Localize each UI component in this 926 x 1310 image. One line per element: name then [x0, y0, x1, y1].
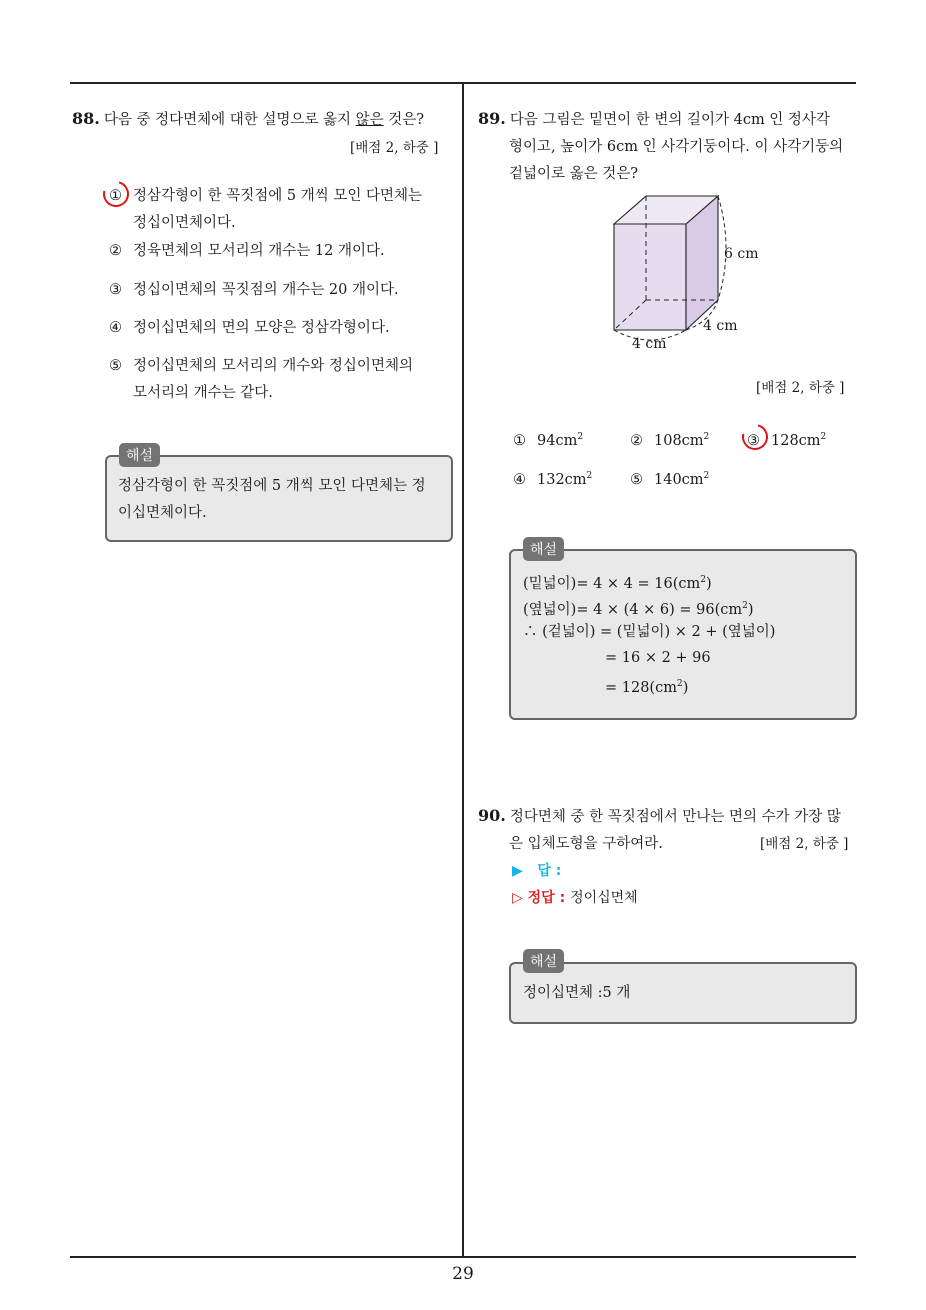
play-icon: ▶	[512, 863, 523, 879]
option-text: 정육면체의 모서리의 개수는 12 개이다.	[133, 243, 385, 259]
option-mark: ④	[513, 471, 526, 488]
option-text: 128cm	[771, 432, 821, 449]
q89-line: 형이고, 높이가 6cm 인 사각기둥이다. 이 사각기둥의	[509, 139, 844, 155]
q89-option-5[interactable]	[630, 463, 709, 494]
q88-text-pre: 다음 중 정다면체에 대한 설명으로 옳지	[103, 112, 356, 128]
bottom-rule	[70, 1256, 856, 1258]
answer-label: 답 :	[537, 863, 562, 879]
explanation-line: = 16 × 2 + 96	[605, 650, 711, 666]
side-label: 4 cm	[703, 318, 738, 334]
explanation-text: )	[682, 679, 689, 696]
q89-number: 89.	[478, 109, 506, 128]
option-text: 94cm	[537, 432, 578, 449]
option-mark: ③	[109, 282, 122, 298]
q90-number: 90.	[478, 806, 506, 825]
prism-front-face	[614, 224, 686, 330]
correct-label: 정답 :	[527, 890, 566, 906]
q89-option-2[interactable]	[630, 424, 709, 455]
option-text: 108cm	[654, 432, 704, 449]
q90-line: 정다면체 중 한 꼭짓점에서 만나는 면의 수가 가장 많	[509, 809, 841, 825]
option-mark: ③	[747, 432, 760, 449]
explanation-sup: 2	[742, 601, 748, 611]
option-text: 140cm	[654, 471, 704, 488]
q90-explanation-label: 해설	[523, 949, 564, 973]
option-mark: ①	[513, 432, 526, 449]
q88-option-4[interactable]	[109, 315, 390, 342]
base-label: 4 cm	[632, 336, 667, 352]
q88-meta: [배점 2, 하중 ]	[350, 140, 439, 156]
explanation-line	[605, 671, 688, 701]
option-text: 정삼각형이 한 꼭짓점에 5 개씩 모인 다면체는	[133, 188, 423, 204]
q89-line: 겉넓이로 옳은 것은?	[509, 166, 639, 182]
option-sup: 2	[703, 471, 710, 481]
q89-option-1[interactable]	[513, 424, 583, 455]
explanation-text: (옆넓이)= 4 × (4 × 6) = 96(cm	[523, 601, 743, 618]
q90-explanation-text: 정이십면체 :5 개	[523, 985, 631, 1001]
q89-option-3[interactable]	[747, 424, 826, 455]
option-text: 모서리의 개수는 같다.	[133, 385, 273, 401]
option-text: 정십이면체이다.	[133, 215, 236, 231]
explanation-sup: 2	[676, 679, 683, 689]
option-mark: ⑤	[630, 471, 643, 488]
option-sup: 2	[577, 432, 584, 442]
option-mark: ②	[109, 243, 122, 259]
option-text: 정이십면체의 모서리의 개수와 정십이면체의	[133, 358, 413, 374]
q88-text-post: 것은?	[383, 112, 425, 128]
height-label: 6 cm	[724, 246, 759, 262]
q90-answer-row[interactable]	[512, 860, 561, 880]
explanation-sup: 2	[700, 575, 706, 585]
q89-stem	[478, 105, 843, 188]
explanation-line: 이십면체이다.	[118, 505, 207, 521]
option-mark: ②	[630, 432, 643, 449]
q90-correct-row	[512, 887, 638, 907]
explanation-text: )	[706, 575, 712, 592]
q88-option-3[interactable]	[109, 277, 399, 304]
option-text: 정십이면체의 꼭짓점의 개수는 20 개이다.	[133, 282, 399, 298]
q90-line: 은 입체도형을 구하여라.	[509, 836, 663, 852]
explanation-line: 정삼각형이 한 꼭짓점에 5 개씩 모인 다면체는 정	[118, 478, 426, 494]
option-mark: ①	[109, 188, 122, 204]
q88-explanation-label: 해설	[119, 443, 160, 467]
page-number: 29	[452, 1264, 474, 1284]
option-sup: 2	[703, 432, 710, 442]
q89-option-4[interactable]	[513, 463, 592, 494]
explanation-text: (밑넓이)= 4 × 4 = 16(cm	[523, 575, 701, 592]
play-outline-icon: ▷	[512, 890, 523, 906]
q89-explanation-label: 해설	[523, 537, 564, 561]
explanation-text: = 128(cm	[605, 679, 677, 696]
q88-option-2[interactable]	[109, 238, 385, 265]
square-prism-figure	[600, 188, 770, 356]
option-text: 132cm	[537, 471, 587, 488]
q88-option-1[interactable]	[109, 183, 422, 237]
option-sup: 2	[820, 432, 827, 442]
q88-number: 88.	[72, 109, 100, 128]
q89-meta: [배점 2, 하중 ]	[756, 380, 845, 396]
q89-line: 다음 그림은 밑면이 한 변의 길이가 4cm 인 정사각	[509, 112, 830, 128]
explanation-text: )	[747, 601, 754, 618]
q88-option-5[interactable]	[109, 353, 413, 407]
q90-meta: [배점 2, 하중 ]	[760, 836, 849, 852]
option-text: 정이십면체의 면의 모양은 정삼각형이다.	[133, 320, 390, 336]
option-sup: 2	[586, 471, 593, 481]
q88-text-underline: 않은	[355, 112, 384, 128]
option-mark: ④	[109, 320, 122, 336]
column-divider	[462, 82, 464, 1257]
option-mark: ⑤	[109, 358, 122, 374]
q88-stem	[72, 105, 424, 134]
q88-explanation-text	[118, 473, 426, 527]
explanation-line: ∴ (겉넓이) = (밑넓이) × 2 + (옆넓이)	[523, 624, 776, 640]
correct-value: 정이십면체	[570, 890, 638, 906]
